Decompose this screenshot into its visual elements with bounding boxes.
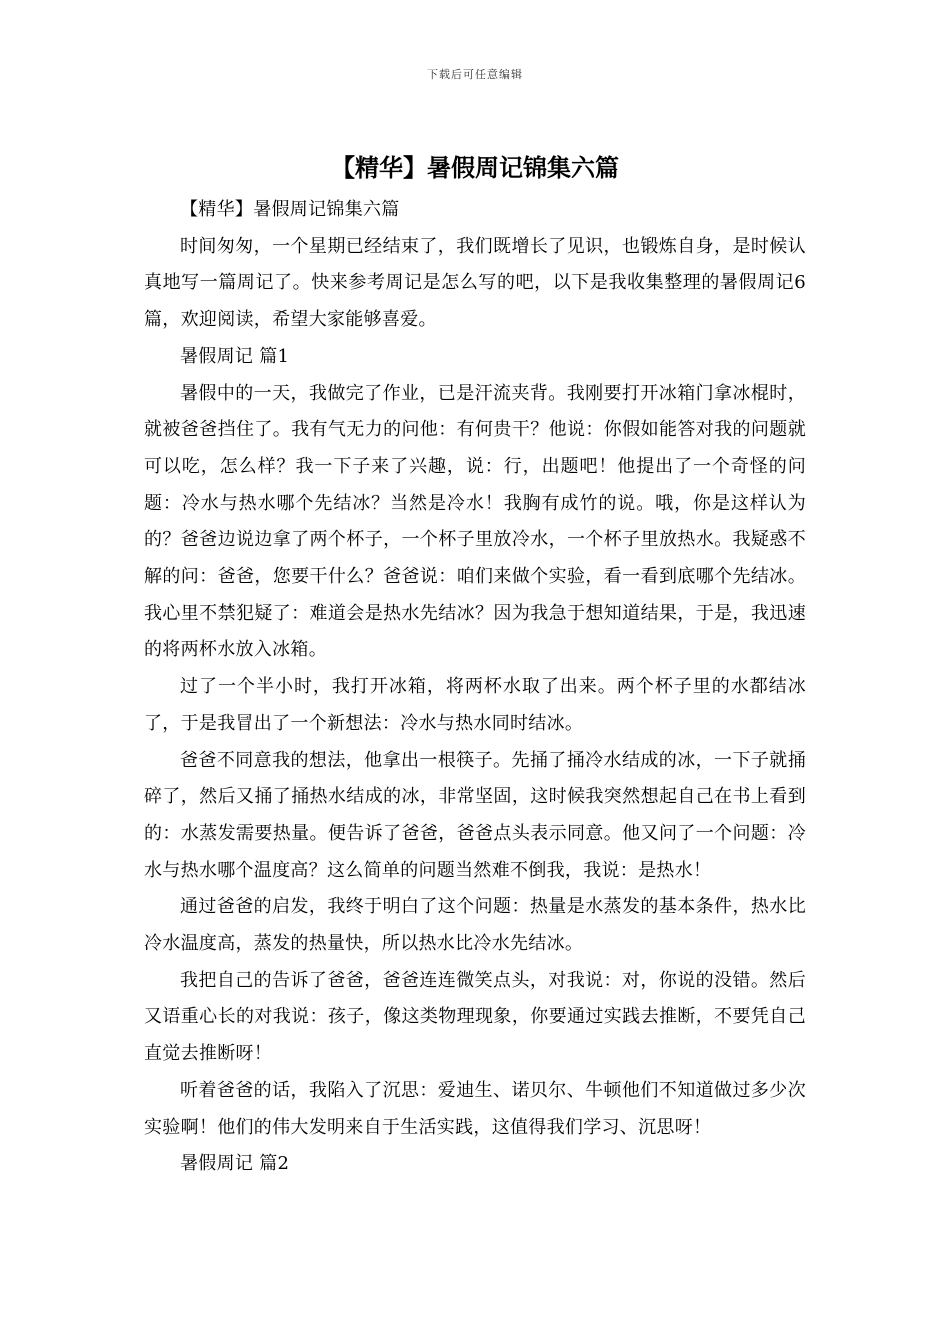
paragraph: 我把自己的告诉了爸爸，爸爸连连微笑点头，对我说：对，你说的没错。然后又语重心长的对我说：孩子，像这类物理现象，你要通过实践去推断，不要凭自己直觉去推断呀！ [144, 969, 806, 1065]
paragraph-intro: 时间匆匆，一个星期已经结束了，我们既增长了见识，也锻炼自身，是时候认真地写一篇周记了。快来参考周记是怎么写的吧，以下是我收集整理的暑假周记6篇，欢迎阅读，希望大家能够喜爱。 [144, 235, 806, 331]
header-note: 下载后可任意编辑 [427, 68, 523, 81]
section-heading-2: 暑假周记 篇2 [180, 1153, 290, 1175]
document-body [144, 192, 806, 1183]
document-title: 【精华】暑假周记锦集六篇 [331, 153, 619, 182]
paragraph: 通过爸爸的启发，我终于明白了这个问题：热量是水蒸发的基本条件，热水比冷水温度高，蒸发的热量快，所以热水比冷水先结冰。 [144, 896, 806, 955]
paragraph-subtitle: 【精华】暑假周记锦集六篇 [180, 199, 400, 220]
paragraph: 听着爸爸的话，我陷入了沉思：爱迪生、诺贝尔、牛顿他们不知道做过多少次实验啊！他们的伟大发明来自于生活实践，这值得我们学习、沉思呀！ [144, 1079, 806, 1138]
paragraph: 暑假中的一天，我做完了作业，已是汗流夹背。我刚要打开冰箱门拿冰棍时，就被爸爸挡住了。我有气无力的问他：有何贵干？他说：你假如能答对我的问题就可以吃，怎么样？我一下子来了兴趣，说：行，出题吧！他提出了一个奇怪的问题：冷水与热水哪个先结冰？当然是冷水！我胸有成竹的说。哦，你是这样认为的？爸爸边说边拿了两个杯子，一个杯子里放冷水，一个杯子里放热水。我疑惑不解的问：爸爸，您要干什么？爸爸说：咱们来做个实验，看一看到底哪个先结冰。我心里不禁犯疑了：难道会是热水先结冰？因为我急于想知道结果，于是，我迅速的将两杯水放入冰箱。 [144, 382, 806, 661]
paragraph: 爸爸不同意我的想法，他拿出一根筷子。先捅了捅冷水结成的冰，一下子就捅碎了，然后又捅了捅热水结成的冰，非常坚固，这时候我突然想起自己在书上看到的：水蒸发需要热量。便告诉了爸爸，爸爸点头表示同意。他又问了一个问题：冷水与热水哪个温度高？这么简单的问题当然难不倒我，我说：是热水！ [144, 749, 806, 881]
paragraph: 过了一个半小时，我打开冰箱，将两杯水取了出来。两个杯子里的水都结冰了，于是我冒出了一个新想法：冷水与热水同时结冰。 [144, 676, 806, 734]
section-heading-1: 暑假周记 篇1 [180, 345, 290, 367]
